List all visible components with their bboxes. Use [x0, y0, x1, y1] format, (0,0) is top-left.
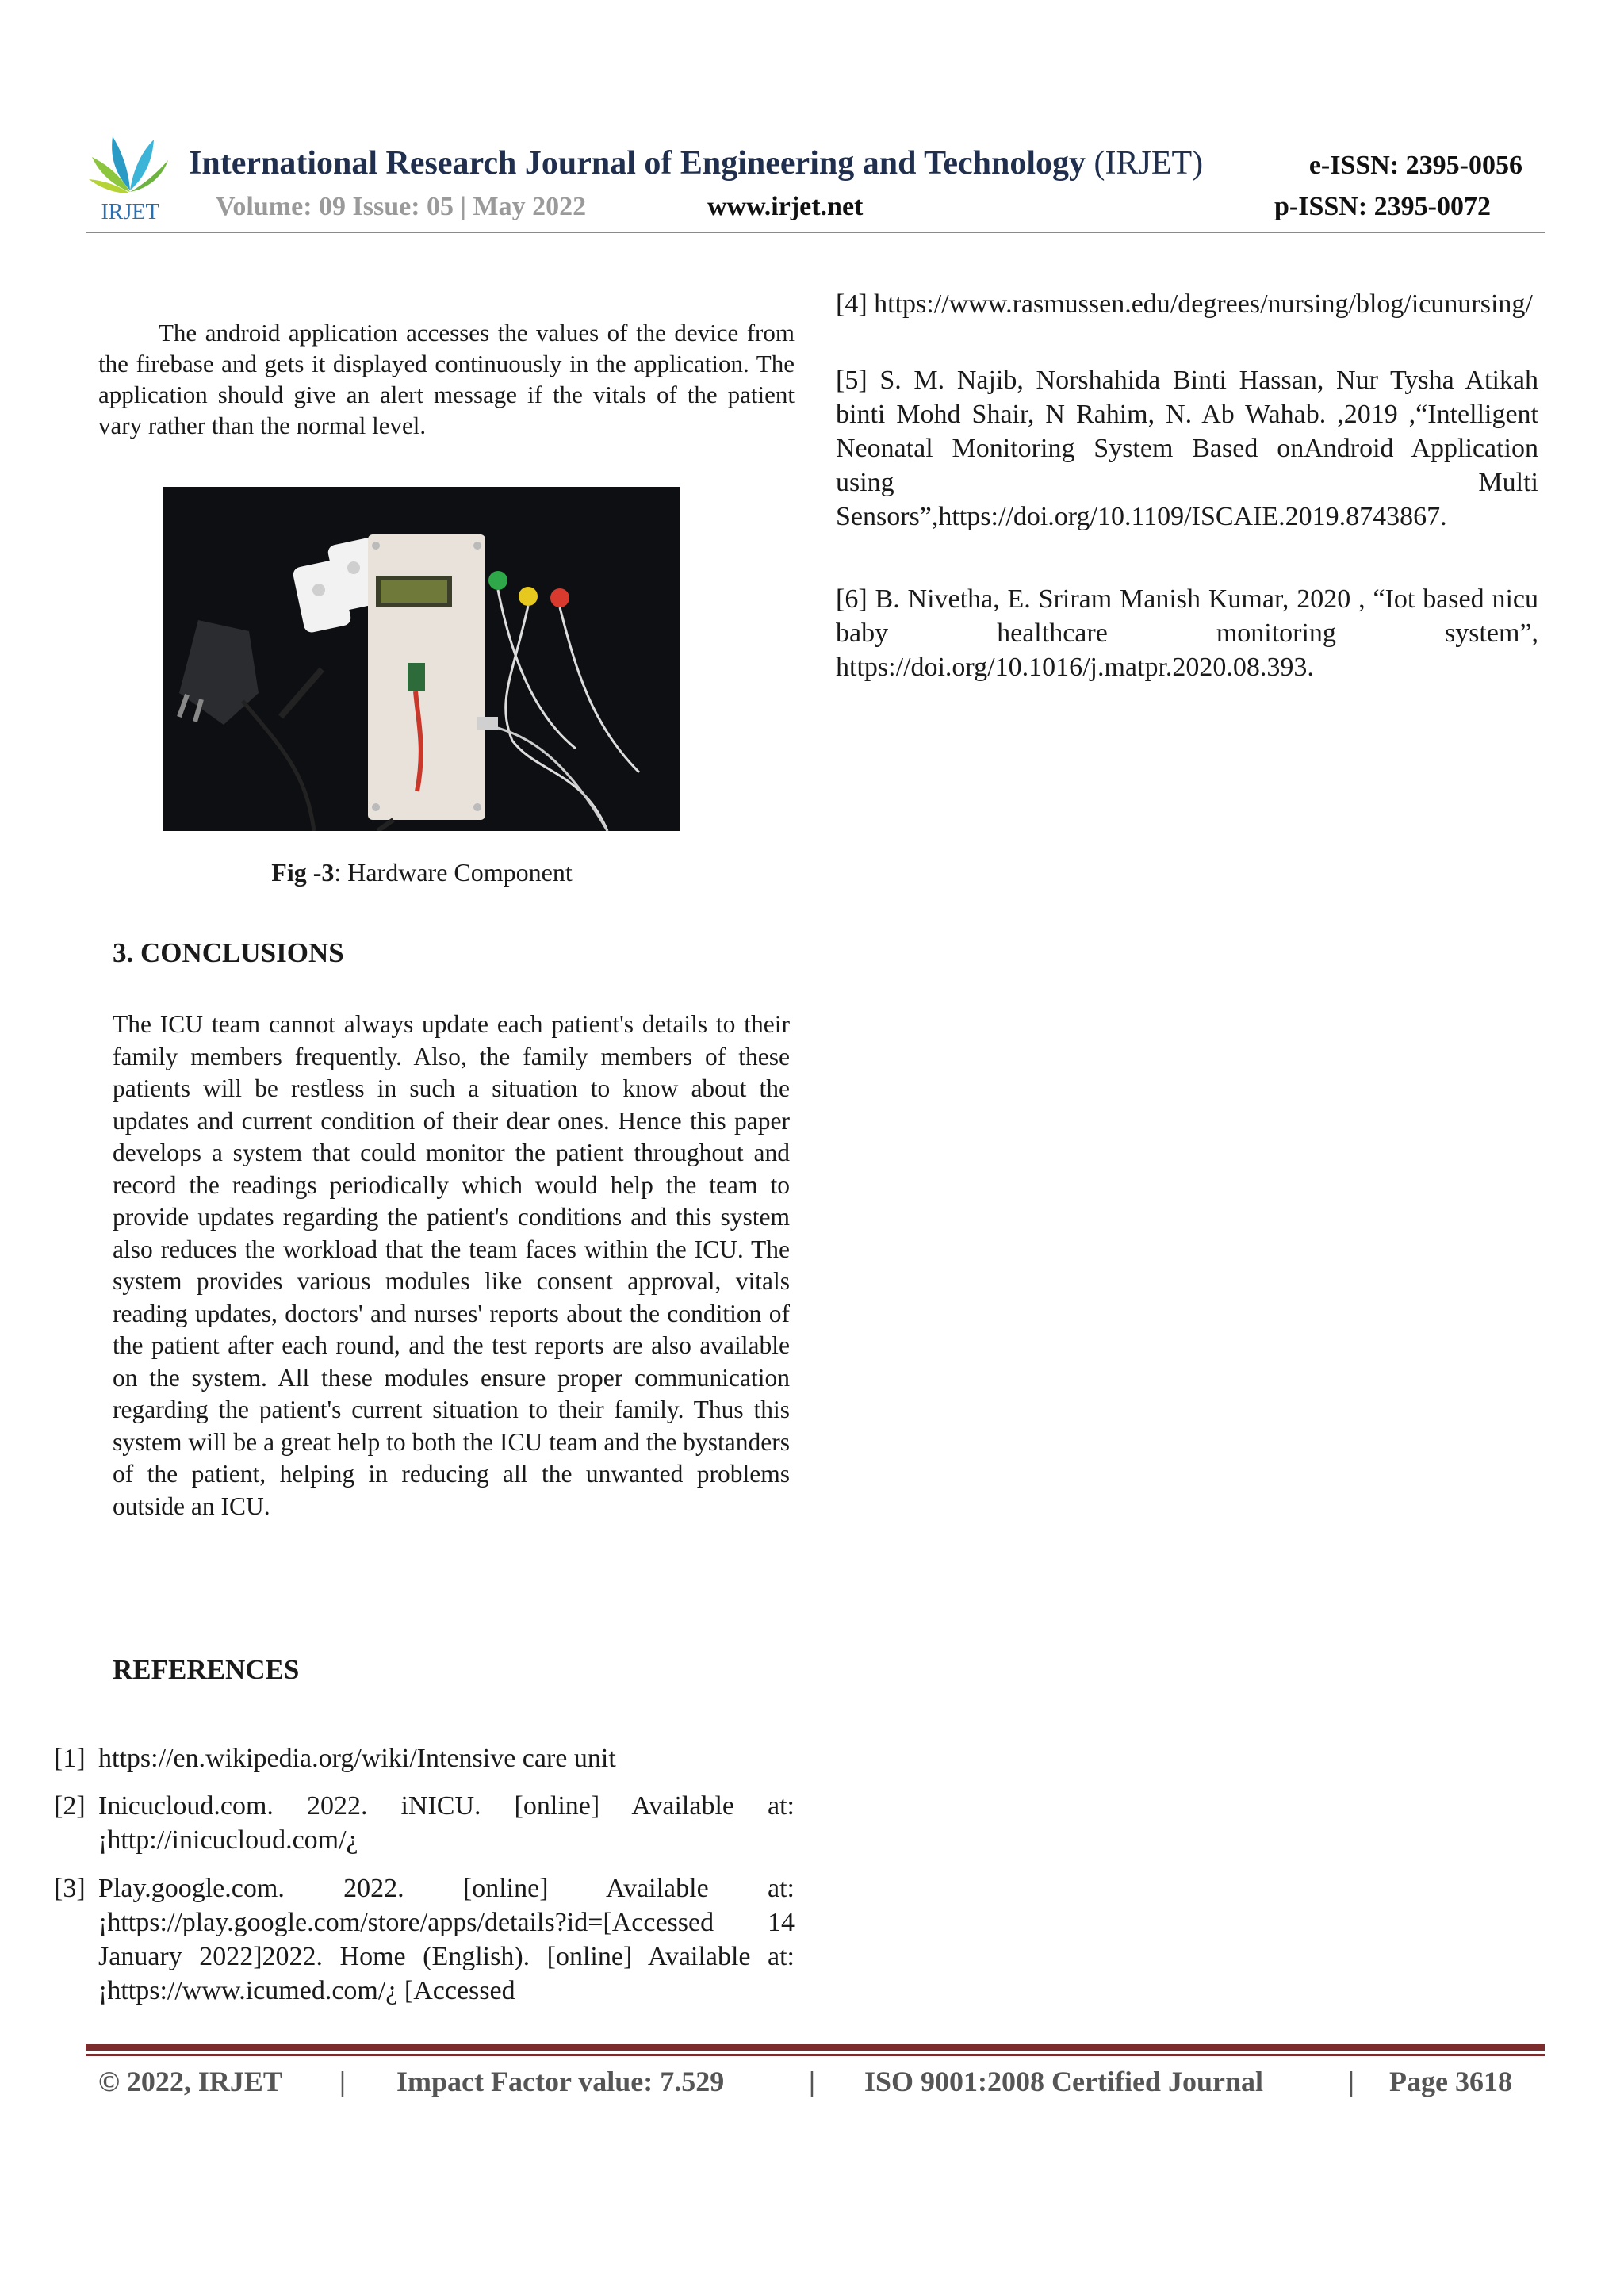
- intro-paragraph: The android application accesses the values of the device from the firebase and gets it displayed continuously in the application. The application should give an alert message if the vitals of the patient vary rather than the normal level.: [98, 319, 795, 439]
- footer-separator: |: [809, 2066, 815, 2097]
- svg-text:IRJET: IRJET: [101, 200, 159, 224]
- reference-item: [1] https://en.wikipedia.org/wiki/Intensive care unit: [54, 1744, 616, 1773]
- footer-divider: [86, 2044, 1545, 2051]
- volume-issue: Volume: 09 Issue: 05 | May 2022: [216, 192, 587, 221]
- footer-iso: ISO 9001:2008 Certified Journal: [864, 2066, 1263, 2097]
- footer-separator: |: [1348, 2066, 1354, 2097]
- footer-impact-factor: Impact Factor value: 7.529: [396, 2066, 725, 2097]
- hardware-component-photo: [163, 487, 680, 831]
- journal-website[interactable]: www.irjet.net: [707, 192, 864, 221]
- figure-caption: Fig -3: Hardware Component: [271, 858, 573, 887]
- footer-page-number: Page 3618: [1389, 2066, 1512, 2097]
- footer-divider-thin: [86, 2054, 1545, 2056]
- header-divider: [86, 232, 1545, 233]
- reference-item: [4] https://www.rasmussen.edu/degrees/nursing/blog/icunursing/: [836, 289, 1533, 319]
- footer-copyright: © 2022, IRJET: [98, 2066, 282, 2097]
- journal-title: International Research Journal of Engineering and Technology (IRJET): [189, 145, 1204, 182]
- e-issn: e-ISSN: 2395-0056: [1308, 151, 1522, 180]
- conclusions-heading: 3. CONCLUSIONS: [113, 937, 344, 968]
- references-heading: REFERENCES: [113, 1654, 300, 1685]
- p-issn: p-ISSN: 2395-0072: [1274, 192, 1491, 221]
- reference-item: [3] Play.google.com. 2022. [online] Available at: ¡https://play.google.com/store/apps/details?id=[Accessed 14 January 2022]2022. Home (English). [online] Available at:¡https://www.icumed.com/¿ [Accessed: [54, 1874, 795, 2005]
- reference-item: [2] Inicucloud.com. 2022. iNICU. [online] Available at: ¡http://inicucloud.com/¿: [54, 1791, 795, 1855]
- reference-item: [6] B. Nivetha, E. Sriram Manish Kumar, 2020 , “Iot based nicu baby healthcare monitoring system”, https://doi.org/10.1016/j.matpr.2020.08.393.: [836, 584, 1538, 682]
- irjet-logo: [86, 128, 174, 224]
- conclusions-text: The ICU team cannot always update each patient's details to their family members frequently. Also, the family members of these patients will be restless in such a situation to know about the updates and current condition of their dear ones. Hence this paper develops a system that could monitor the patient throughout and record the readings periodically which would help the team to provide updates regarding the patient's conditions and this system also reduces the workload that the team faces within the ICU. The system provides various modules like consent approval, vitals reading updates, doctors' and nurses' reports about the condition of the patient after each round, and the test reports are also available on the system. All these modules ensure proper communication regarding the patient's current situation to their family. Thus this system will be a great help to both the ICU team and the bystanders of the patient, helping in reducing all the unwanted problems outside an ICU.: [113, 1010, 790, 1520]
- footer-separator: |: [339, 2066, 346, 2097]
- reference-item: [5] S. M. Najib, Norshahida Binti Hassan, Nur Tysha Atikah binti Mohd Shair, N Rahim, N. Ab Wahab. ,2019 ,“Intelligent Neonatal Monitoring System Based onAndroid Application using Multi Sensors”,https://doi.org/10.1109/ISCAIE.2019.8743867.: [836, 366, 1539, 531]
